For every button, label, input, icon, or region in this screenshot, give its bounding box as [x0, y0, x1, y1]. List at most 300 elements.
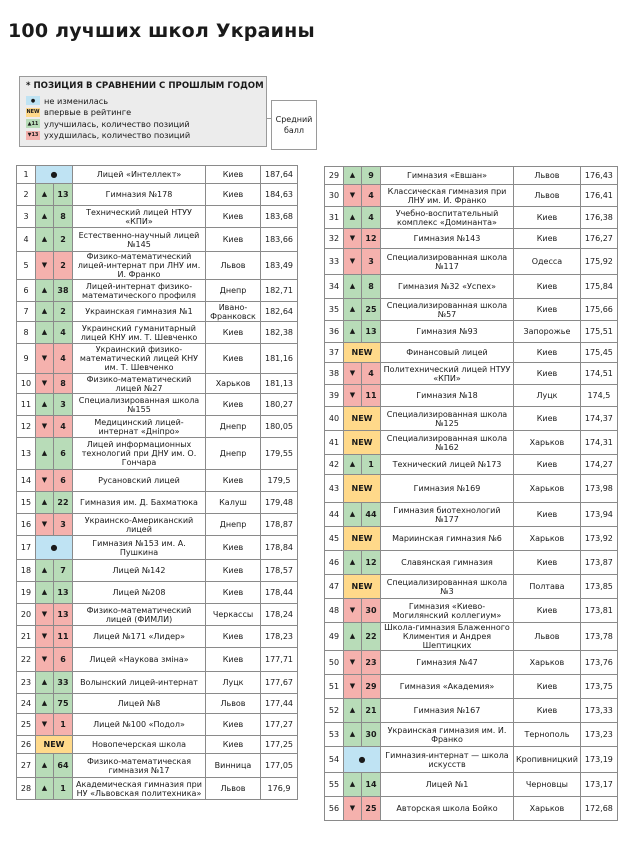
school-name: Волынский лицей-интернат: [73, 672, 206, 694]
position-change: 13: [54, 582, 73, 604]
down-arrow-icon: ▼: [344, 651, 362, 675]
school-name: Лицей «Наукова зміна»: [73, 648, 206, 672]
school-name: Лицей №171 «Лидер»: [73, 626, 206, 648]
legend-label-new: впервые в рейтинге: [44, 107, 132, 118]
table-row: [325, 275, 618, 299]
score-cell: 173,94: [580, 503, 617, 527]
table-row: [17, 536, 298, 560]
position-change: 11: [362, 385, 381, 407]
city-cell: Луцк: [514, 385, 581, 407]
table-row: [17, 184, 298, 206]
rank-cell: 5: [17, 252, 36, 280]
unchanged-dot-icon: ●: [36, 536, 73, 560]
position-change: 23: [362, 651, 381, 675]
school-name: Лицей «Интеллект»: [73, 166, 206, 184]
table-row: [325, 797, 618, 821]
table-row: [325, 503, 618, 527]
rank-cell: 37: [325, 343, 344, 363]
position-change: 4: [54, 322, 73, 344]
up-arrow-icon: ▲: [344, 551, 362, 575]
table-row: [17, 322, 298, 344]
position-change: 38: [54, 280, 73, 302]
down-arrow-icon: ▼: [36, 514, 54, 536]
school-name: Лицей №208: [73, 582, 206, 604]
rank-cell: 33: [325, 249, 344, 275]
city-cell: Черновцы: [514, 773, 581, 797]
city-cell: Киев: [514, 299, 581, 321]
score-cell: 173,92: [580, 527, 617, 551]
legend: [19, 76, 267, 147]
city-cell: Одесса: [514, 249, 581, 275]
school-name: Гимназия №93: [381, 321, 514, 343]
position-change: 3: [362, 249, 381, 275]
position-change: 1: [54, 778, 73, 800]
school-name: Гимназия «Академия»: [381, 675, 514, 699]
rank-cell: 14: [17, 470, 36, 492]
position-change: 75: [54, 694, 73, 714]
table-row: [325, 675, 618, 699]
school-name: Естественно-научный лицей №145: [73, 228, 206, 252]
score-cell: 173,76: [580, 651, 617, 675]
table-row: [17, 778, 298, 800]
score-cell: 177,05: [261, 754, 298, 778]
table-row: [325, 455, 618, 475]
table-row: [17, 648, 298, 672]
score-cell: 183,68: [261, 206, 298, 228]
city-cell: Киев: [514, 207, 581, 229]
rank-cell: 47: [325, 575, 344, 599]
rank-cell: 43: [325, 475, 344, 503]
school-name: Специализированная школа №155: [73, 394, 206, 416]
city-cell: Киев: [206, 736, 261, 754]
table-row: [325, 167, 618, 185]
score-cell: 177,71: [261, 648, 298, 672]
school-name: Мариинская гимназия №6: [381, 527, 514, 551]
position-change: 12: [362, 229, 381, 249]
school-name: Лицей-интернат физико-математического профиля: [73, 280, 206, 302]
position-change: 3: [54, 514, 73, 536]
position-change: 4: [362, 185, 381, 207]
city-cell: Киев: [514, 275, 581, 299]
rank-cell: 32: [325, 229, 344, 249]
school-name: Финансовый лицей: [381, 343, 514, 363]
city-cell: Тернополь: [514, 723, 581, 747]
score-cell: 179,5: [261, 470, 298, 492]
position-change: 1: [362, 455, 381, 475]
table-row: [325, 185, 618, 207]
rank-cell: 31: [325, 207, 344, 229]
rank-cell: 4: [17, 228, 36, 252]
new-badge: NEW: [344, 431, 381, 455]
score-cell: 176,41: [580, 185, 617, 207]
table-row: [325, 363, 618, 385]
legend-swatch-up: ▲11: [27, 120, 39, 127]
table-row: [17, 280, 298, 302]
score-cell: 174,27: [580, 455, 617, 475]
school-name: Гимназия им. Д. Бахматюка: [73, 492, 206, 514]
up-arrow-icon: ▲: [36, 438, 54, 470]
down-arrow-icon: ▼: [36, 714, 54, 736]
ranking-table-left: [16, 165, 298, 800]
rank-cell: 6: [17, 280, 36, 302]
position-change: 21: [362, 699, 381, 723]
school-name: Гимназия №32 «Успех»: [381, 275, 514, 299]
up-arrow-icon: ▲: [344, 207, 362, 229]
city-cell: Ивано-Франковск: [206, 302, 261, 322]
score-cell: 174,5: [580, 385, 617, 407]
up-arrow-icon: ▲: [344, 455, 362, 475]
city-cell: Киев: [206, 184, 261, 206]
position-change: 7: [54, 560, 73, 582]
score-cell: 175,45: [580, 343, 617, 363]
table-row: [17, 582, 298, 604]
up-arrow-icon: ▲: [36, 560, 54, 582]
score-cell: 174,51: [580, 363, 617, 385]
score-cell: 173,85: [580, 575, 617, 599]
score-cell: 177,67: [261, 672, 298, 694]
school-name: Лицей №8: [73, 694, 206, 714]
city-cell: Кропивницкий: [514, 747, 581, 773]
school-name: Гимназия №18: [381, 385, 514, 407]
table-row: [325, 321, 618, 343]
table-row: [325, 407, 618, 431]
school-name: Классическая гимназия при ЛНУ им. И. Франко: [381, 185, 514, 207]
table-row: [325, 343, 618, 363]
down-arrow-icon: ▼: [36, 604, 54, 626]
school-name: Новопечерская школа: [73, 736, 206, 754]
up-arrow-icon: ▲: [36, 280, 54, 302]
score-cell: 182,64: [261, 302, 298, 322]
table-row: [325, 651, 618, 675]
position-change: 2: [54, 228, 73, 252]
legend-item-new: [26, 107, 260, 119]
legend-label-same: не изменилась: [44, 95, 109, 106]
score-cell: 183,49: [261, 252, 298, 280]
city-cell: Винница: [206, 754, 261, 778]
position-change: 9: [362, 167, 381, 185]
position-change: 25: [362, 299, 381, 321]
up-arrow-icon: ▲: [36, 778, 54, 800]
position-change: 2: [54, 302, 73, 322]
down-arrow-icon: ▼: [36, 470, 54, 492]
position-change: 4: [54, 416, 73, 438]
up-arrow-icon: ▲: [344, 299, 362, 321]
score-cell: 182,71: [261, 280, 298, 302]
school-name: Авторская школа Бойко: [381, 797, 514, 821]
average-score-label: Средний балл: [275, 115, 313, 135]
city-cell: Киев: [206, 560, 261, 582]
rank-cell: 55: [325, 773, 344, 797]
position-change: 30: [362, 723, 381, 747]
rank-cell: 1: [17, 166, 36, 184]
score-cell: 176,38: [580, 207, 617, 229]
down-arrow-icon: ▼: [344, 385, 362, 407]
school-name: Лицей №1: [381, 773, 514, 797]
legend-swatch-down: ▼13: [27, 132, 39, 139]
city-cell: Киев: [206, 536, 261, 560]
rank-cell: 56: [325, 797, 344, 821]
city-cell: Киев: [514, 699, 581, 723]
score-cell: 175,51: [580, 321, 617, 343]
rank-cell: 24: [17, 694, 36, 714]
position-change: 22: [54, 492, 73, 514]
legend-item-same: [26, 95, 260, 107]
school-name: Украинская гимназия им. И. Франко: [381, 723, 514, 747]
city-cell: Киев: [514, 675, 581, 699]
table-row: [17, 604, 298, 626]
rank-cell: 10: [17, 374, 36, 394]
score-cell: 178,24: [261, 604, 298, 626]
rank-cell: 27: [17, 754, 36, 778]
unchanged-dot-icon: ●: [36, 166, 73, 184]
position-change: 13: [54, 604, 73, 626]
table-row: [17, 514, 298, 536]
table-row: [17, 438, 298, 470]
table-row: [17, 374, 298, 394]
table-row: [325, 551, 618, 575]
table-row: [325, 249, 618, 275]
city-cell: Харьков: [514, 527, 581, 551]
city-cell: Киев: [206, 470, 261, 492]
down-arrow-icon: ▼: [344, 229, 362, 249]
rank-cell: 30: [325, 185, 344, 207]
city-cell: Харьков: [206, 374, 261, 394]
score-cell: 173,98: [580, 475, 617, 503]
school-name: Технический лицей №173: [381, 455, 514, 475]
rank-cell: 23: [17, 672, 36, 694]
legend-label-up: улучшилась, количество позиций: [44, 118, 190, 129]
up-arrow-icon: ▲: [344, 503, 362, 527]
table-row: [325, 475, 618, 503]
table-row: [17, 694, 298, 714]
school-name: Гимназия №167: [381, 699, 514, 723]
position-change: 8: [362, 275, 381, 299]
score-cell: 181,13: [261, 374, 298, 394]
score-cell: 175,84: [580, 275, 617, 299]
down-arrow-icon: ▼: [36, 416, 54, 438]
score-cell: 175,92: [580, 249, 617, 275]
school-name: Украинско-Американский лицей: [73, 514, 206, 536]
city-cell: Киев: [206, 582, 261, 604]
city-cell: Калуш: [206, 492, 261, 514]
score-cell: 178,84: [261, 536, 298, 560]
score-cell: 178,44: [261, 582, 298, 604]
table-row: [17, 470, 298, 492]
city-cell: Киев: [514, 503, 581, 527]
rank-cell: 53: [325, 723, 344, 747]
score-cell: 181,16: [261, 344, 298, 374]
score-cell: 173,81: [580, 599, 617, 623]
score-cell: 173,33: [580, 699, 617, 723]
position-change: 4: [362, 207, 381, 229]
new-badge: NEW: [36, 736, 73, 754]
legend-label-down: ухудшилась, количество позиций: [44, 130, 191, 141]
score-cell: 174,31: [580, 431, 617, 455]
rank-cell: 34: [325, 275, 344, 299]
rank-cell: 13: [17, 438, 36, 470]
score-cell: 178,87: [261, 514, 298, 536]
up-arrow-icon: ▲: [36, 228, 54, 252]
rank-cell: 44: [325, 503, 344, 527]
position-change: 25: [362, 797, 381, 821]
city-cell: Запорожье: [514, 321, 581, 343]
school-name: Специализированная школа №125: [381, 407, 514, 431]
up-arrow-icon: ▲: [344, 275, 362, 299]
score-cell: 180,05: [261, 416, 298, 438]
position-change: 6: [54, 648, 73, 672]
city-cell: Киев: [514, 599, 581, 623]
legend-item-down: [26, 130, 260, 142]
rank-cell: 52: [325, 699, 344, 723]
city-cell: Киев: [206, 626, 261, 648]
school-name: Гимназия №47: [381, 651, 514, 675]
down-arrow-icon: ▼: [344, 363, 362, 385]
legend-swatch-new: NEW: [26, 109, 40, 116]
city-cell: Полтава: [514, 575, 581, 599]
legend-item-up: [26, 118, 260, 130]
school-name: Гимназия биотехнологий №177: [381, 503, 514, 527]
school-name: Русановский лицей: [73, 470, 206, 492]
city-cell: Львов: [514, 185, 581, 207]
table-row: [325, 599, 618, 623]
school-name: Специализированная школа №162: [381, 431, 514, 455]
score-cell: 178,57: [261, 560, 298, 582]
school-name: Лицей информационных технологий при ДНУ им. О. Гончара: [73, 438, 206, 470]
city-cell: Харьков: [514, 651, 581, 675]
rank-cell: 9: [17, 344, 36, 374]
rank-cell: 50: [325, 651, 344, 675]
city-cell: Киев: [514, 551, 581, 575]
table-row: [325, 385, 618, 407]
rank-cell: 48: [325, 599, 344, 623]
position-change: 64: [54, 754, 73, 778]
table-row: [325, 699, 618, 723]
city-cell: Днепр: [206, 416, 261, 438]
school-name: Гимназия №169: [381, 475, 514, 503]
score-cell: 177,44: [261, 694, 298, 714]
city-cell: Киев: [514, 229, 581, 249]
city-cell: Львов: [514, 167, 581, 185]
rank-cell: 26: [17, 736, 36, 754]
rank-cell: 19: [17, 582, 36, 604]
city-cell: Киев: [206, 344, 261, 374]
city-cell: Луцк: [206, 672, 261, 694]
rank-cell: 25: [17, 714, 36, 736]
rank-cell: 7: [17, 302, 36, 322]
score-cell: 177,27: [261, 714, 298, 736]
rank-cell: 29: [325, 167, 344, 185]
city-cell: Киев: [206, 394, 261, 416]
table-row: [325, 575, 618, 599]
rank-cell: 11: [17, 394, 36, 416]
position-change: 30: [362, 599, 381, 623]
rank-cell: 17: [17, 536, 36, 560]
rank-cell: 39: [325, 385, 344, 407]
city-cell: Киев: [514, 455, 581, 475]
city-cell: Киев: [206, 648, 261, 672]
table-row: [325, 723, 618, 747]
city-cell: Киев: [514, 407, 581, 431]
rank-cell: 38: [325, 363, 344, 385]
city-cell: Львов: [206, 778, 261, 800]
up-arrow-icon: ▲: [36, 582, 54, 604]
score-cell: 178,23: [261, 626, 298, 648]
school-name: Школа-гимназия Блаженного Климентия и Андрея Шептицких: [381, 623, 514, 651]
table-row: [17, 754, 298, 778]
score-cell: 179,55: [261, 438, 298, 470]
up-arrow-icon: ▲: [36, 206, 54, 228]
school-name: Физико-математический лицей-интернат при ЛНУ им. И. Франко: [73, 252, 206, 280]
position-change: 1: [54, 714, 73, 736]
rank-cell: 18: [17, 560, 36, 582]
position-change: 29: [362, 675, 381, 699]
table-row: [17, 252, 298, 280]
table-row: [17, 394, 298, 416]
table-row: [17, 206, 298, 228]
average-score-header: [271, 100, 317, 150]
school-name: Медицинский лицей-интернат «Дніпро»: [73, 416, 206, 438]
rank-cell: 45: [325, 527, 344, 551]
school-name: Гимназия-интернат — школа искусств: [381, 747, 514, 773]
new-badge: NEW: [344, 407, 381, 431]
down-arrow-icon: ▼: [36, 374, 54, 394]
position-change: 22: [362, 623, 381, 651]
table-row: [17, 736, 298, 754]
score-cell: 174,37: [580, 407, 617, 431]
new-badge: NEW: [344, 527, 381, 551]
rank-cell: 20: [17, 604, 36, 626]
position-change: 44: [362, 503, 381, 527]
table-row: [17, 714, 298, 736]
table-row: [17, 344, 298, 374]
down-arrow-icon: ▼: [344, 185, 362, 207]
table-row: [17, 492, 298, 514]
score-cell: 173,17: [580, 773, 617, 797]
table-row: [17, 416, 298, 438]
table-row: [17, 302, 298, 322]
school-name: Академическая гимназия при НУ «Львовская политехника»: [73, 778, 206, 800]
score-cell: 177,25: [261, 736, 298, 754]
up-arrow-icon: ▲: [344, 699, 362, 723]
new-badge: NEW: [344, 343, 381, 363]
down-arrow-icon: ▼: [36, 626, 54, 648]
city-cell: Киев: [514, 343, 581, 363]
legend-title: * ПОЗИЦИЯ В СРАВНЕНИИ С ПРОШЛЫМ ГОДОМ: [26, 81, 264, 91]
score-cell: 179,48: [261, 492, 298, 514]
school-name: Специализированная школа №3: [381, 575, 514, 599]
up-arrow-icon: ▲: [36, 184, 54, 206]
table-row: [17, 166, 298, 184]
position-change: 13: [362, 321, 381, 343]
down-arrow-icon: ▼: [344, 599, 362, 623]
table-row: [325, 773, 618, 797]
up-arrow-icon: ▲: [344, 723, 362, 747]
rank-cell: 49: [325, 623, 344, 651]
rank-cell: 35: [325, 299, 344, 321]
up-arrow-icon: ▲: [36, 322, 54, 344]
rank-cell: 21: [17, 626, 36, 648]
score-cell: 173,75: [580, 675, 617, 699]
up-arrow-icon: ▲: [344, 321, 362, 343]
score-cell: 173,87: [580, 551, 617, 575]
score-cell: 175,66: [580, 299, 617, 321]
position-change: 14: [362, 773, 381, 797]
up-arrow-icon: ▲: [36, 672, 54, 694]
score-cell: 176,9: [261, 778, 298, 800]
school-name: Политехнический лицей НТУУ «КПИ»: [381, 363, 514, 385]
rank-cell: 2: [17, 184, 36, 206]
school-name: Гимназия №153 им. А. Пушкина: [73, 536, 206, 560]
